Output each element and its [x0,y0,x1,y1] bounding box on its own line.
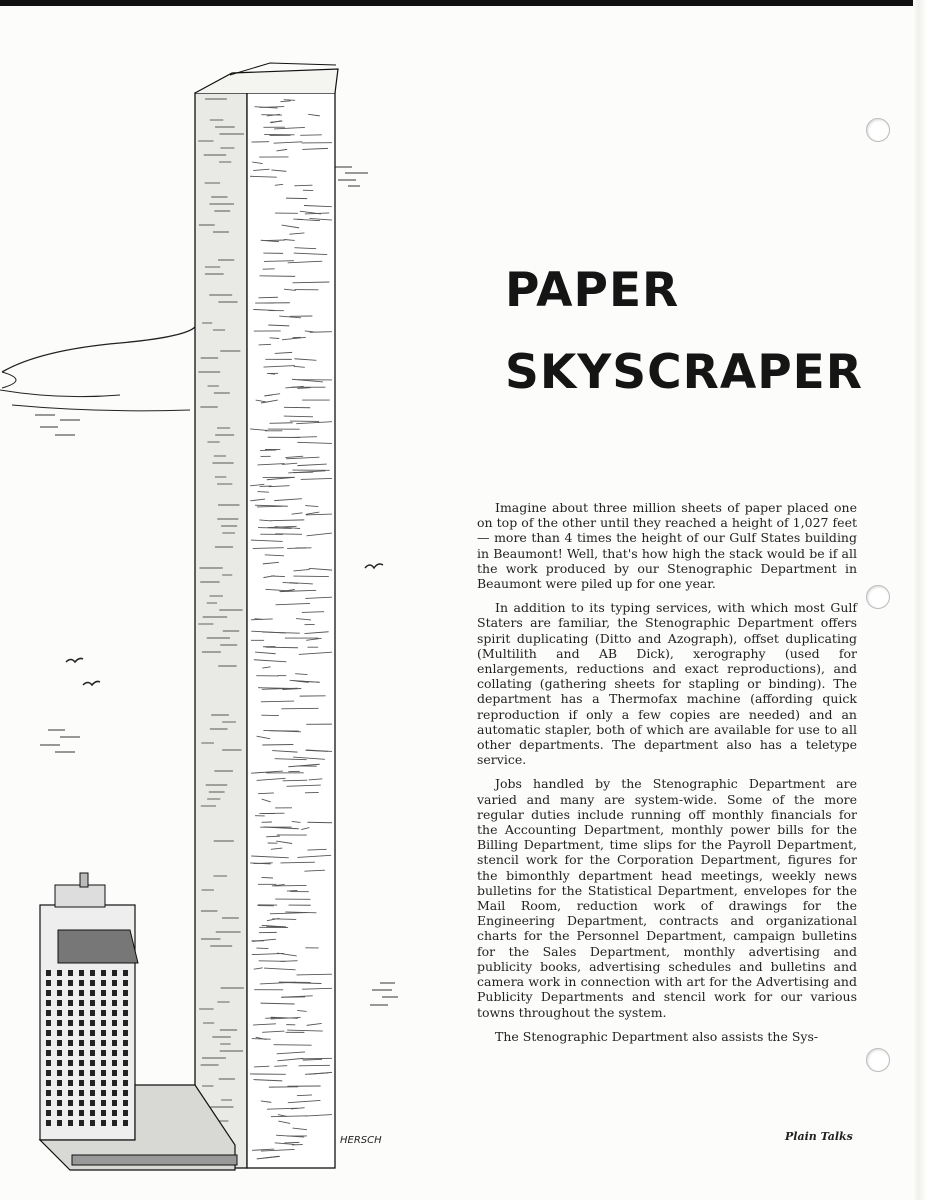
artist-signature: HERSCH [340,1135,382,1146]
title-line-2: SKYSCRAPER [505,345,863,400]
binder-hole-top [866,118,890,142]
article-paragraph-4: The Stenographic Department also assists the Sys- [495,1028,819,1044]
page-title [505,250,863,414]
binder-hole-bottom [866,1048,890,1072]
article-body [477,500,857,1053]
paper-skyscraper-illustration [0,55,420,1180]
publication-footer: Plain Talks [785,1130,853,1143]
scan-right-edge [913,0,927,1200]
title-line-1: PAPER [505,263,680,318]
scan-top-edge [0,0,927,6]
article-paragraph-1: Imagine about three million sheets of paper placed one on top of the other until they reached a height of 1,027 feet — more than 4 times the height of our Gulf States building in Beaumont! Well, that's how high the stack would be if all the work produced by our Stenographic Department in Beaumont were piled up for one year. [477,500,857,592]
article-paragraph-2: In addition to its typing services, with which most Gulf Staters are familiar, the Stenographic Department offers spirit duplicating (Ditto and Azograph), offset duplicating (Multilith and AB Dick), xerography (used for enlargements, reductions and exact reproductions), and collating (gathering sheets for stapling or binding). The department has a Thermofax machine (affording quick reproduction if only a few copies are needed) and an automatic stapler, both of which are available for use to all other departments. The department also has a teletype service. [477,600,857,768]
article-paragraph-3: Jobs handled by the Stenographic Department are varied and many are system-wide. Some of the more regular duties include running off monthly financials for the Accounting Department, monthly power bills for the Billing Department, time slips for the Payroll Department, stencil work for the Corporation Department, figures for the bimonthly department head meetings, weekly news bulletins for the Statistical Department, envelopes for the Mail Room, reduction work of drawings for the Engineering Department, contracts and organizational charts for the Personnel Department, campaign bulletins for the Sales Department, monthly advertising and publicity books, advertising schedules and bulletins and camera work in connection with art for the Advertising and Publicity Departments and stencil work for our various towns throughout the system. [477,776,857,1020]
binder-hole-middle [866,585,890,609]
